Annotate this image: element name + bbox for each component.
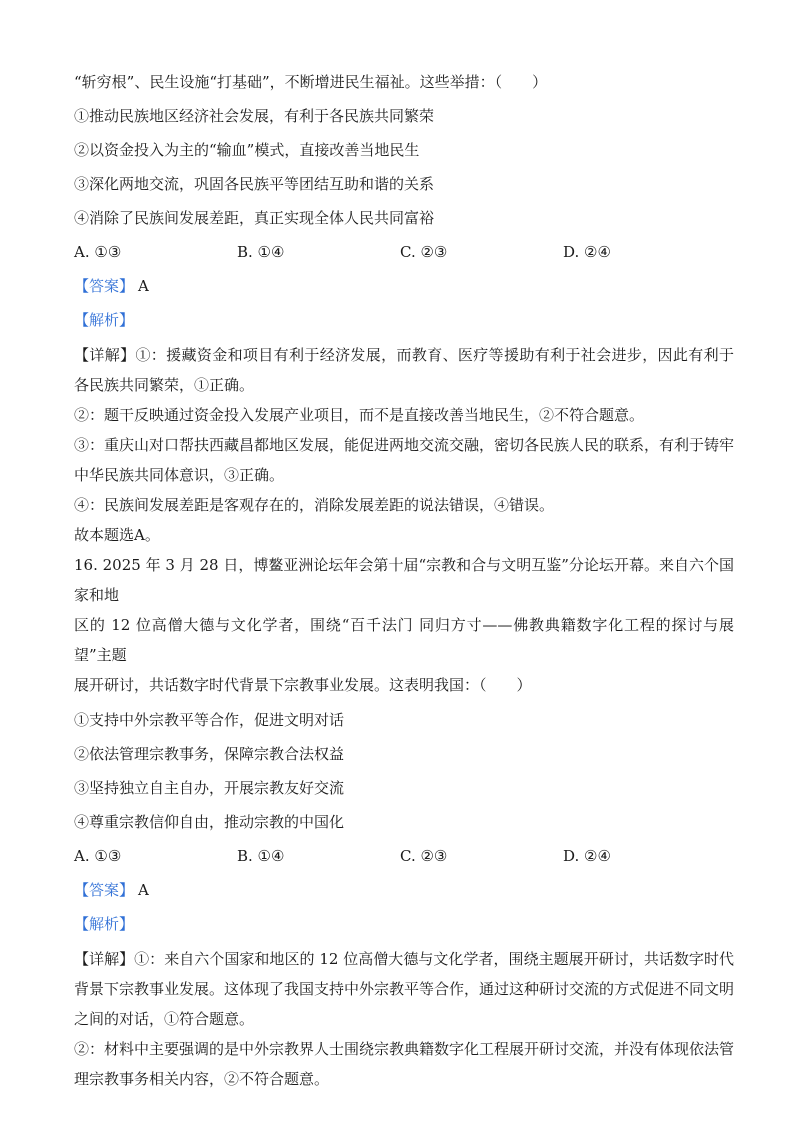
q16-detail-1-text: ①：来自六个国家和地区的 12 位高僧大德与文化学者，围绕主题展开研讨，共话数字时代背景下宗教事业发展。这体现了我国支持中外宗教平等合作，通过这种研讨交流的方式促进不同文明之间的对话，①符合题意。	[74, 950, 735, 1028]
q16-choice-b: B. ①④	[237, 847, 285, 865]
q16-analysis-label: 【解析】	[74, 915, 135, 933]
q16-statement-3: ③坚持独立自主自办，开展宗教友好交流	[74, 779, 345, 797]
q15-choices	[74, 242, 734, 262]
q16-detail-1	[74, 944, 734, 1034]
q16-analysis	[74, 914, 734, 934]
q16-choice-c: C. ②③	[400, 847, 448, 865]
q15-detail-3: ③：重庆山对口帮扶西藏昌都地区发展，能促进两地交流交融，密切各民族人民的联系，有利于铸牢中华民族共同体意识，③正确。	[74, 436, 735, 484]
q15-stem-tail: “斩穷根”、民生设施“打基础”，不断增进民生福祉。这些举措：（ ）	[74, 73, 548, 91]
q16-statement-1: ①支持中外宗教平等合作，促进文明对话	[74, 711, 345, 729]
document-page	[74, 72, 734, 1094]
q15-analysis	[74, 310, 734, 330]
q16-statement-2: ②依法管理宗教事务，保障宗教合法权益	[74, 745, 345, 763]
q15-detail-1	[74, 340, 734, 400]
q16-choice-a: A. ①③	[74, 847, 122, 865]
q16-detail-label: 【详解】	[74, 950, 135, 968]
q15-detail-4: ④：民族间发展差距是客观存在的，消除发展差距的说法错误，④错误。	[74, 496, 555, 514]
q15-choice-a: A. ①③	[74, 243, 122, 261]
q16-stem-line-1: 16. 2025 年 3 月 28 日，博鳌亚洲论坛年会第十届“宗教和合与文明互鉴”分论坛开幕。来自六个国家和地	[74, 556, 734, 604]
q16-answer-label: 【答案】	[74, 881, 135, 899]
q15-choice-c: C. ②③	[400, 243, 448, 261]
q16-detail-2: ②：材料中主要强调的是中外宗教界人士围绕宗教典籍数字化工程展开研讨交流，并没有体现依法管理宗教事务相关内容，②不符合题意。	[74, 1040, 735, 1088]
q16-answer-value: A	[138, 881, 149, 899]
q16-choice-d: D. ②④	[563, 847, 611, 865]
q15-answer	[74, 276, 734, 296]
q15-analysis-label: 【解析】	[74, 311, 135, 329]
q16-statement-4: ④尊重宗教信仰自由，推动宗教的中国化	[74, 813, 345, 831]
q15-statement-1: ①推动民族地区经济社会发展，有利于各民族共同繁荣	[74, 107, 435, 125]
q15-statement-2: ②以资金投入为主的“输血”模式，直接改善当地民生	[74, 141, 420, 159]
q15-statement-3: ③深化两地交流，巩固各民族平等团结互助和谐的关系	[74, 175, 435, 193]
q15-conclusion: 故本题选A。	[74, 526, 160, 544]
q16-stem-line-3: 展开研讨，共话数字时代背景下宗教事业发展。这表明我国：（ ）	[74, 676, 532, 694]
q16-detail-block	[74, 944, 734, 1094]
q15-statement-4: ④消除了民族间发展差距，真正实现全体人民共同富裕	[74, 209, 435, 227]
q15-choice-d: D. ②④	[563, 243, 611, 261]
q16-stem	[74, 550, 734, 700]
q15-detail-label: 【详解】	[74, 346, 136, 364]
q15-answer-value: A	[138, 277, 149, 295]
q15-answer-label: 【答案】	[74, 277, 135, 295]
q15-choice-b: B. ①④	[237, 243, 285, 261]
q15-detail-block	[74, 340, 734, 550]
q16-stem-line-2: 区的 12 位高僧大德与文化学者，围绕“百千法门 同归方寸——佛教典籍数字化工程的探讨与展望”主题	[74, 616, 734, 664]
q15-detail-2: ②：题干反映通过资金投入发展产业项目，而不是直接改善当地民生，②不符合题意。	[74, 406, 645, 424]
q16-choices	[74, 846, 734, 866]
q16-answer	[74, 880, 734, 900]
q15-detail-1-text: ①：援藏资金和项目有利于经济发展，而教育、医疗等援助有利于社会进步，因此有利于各民族共同繁荣，①正确。	[74, 346, 734, 394]
